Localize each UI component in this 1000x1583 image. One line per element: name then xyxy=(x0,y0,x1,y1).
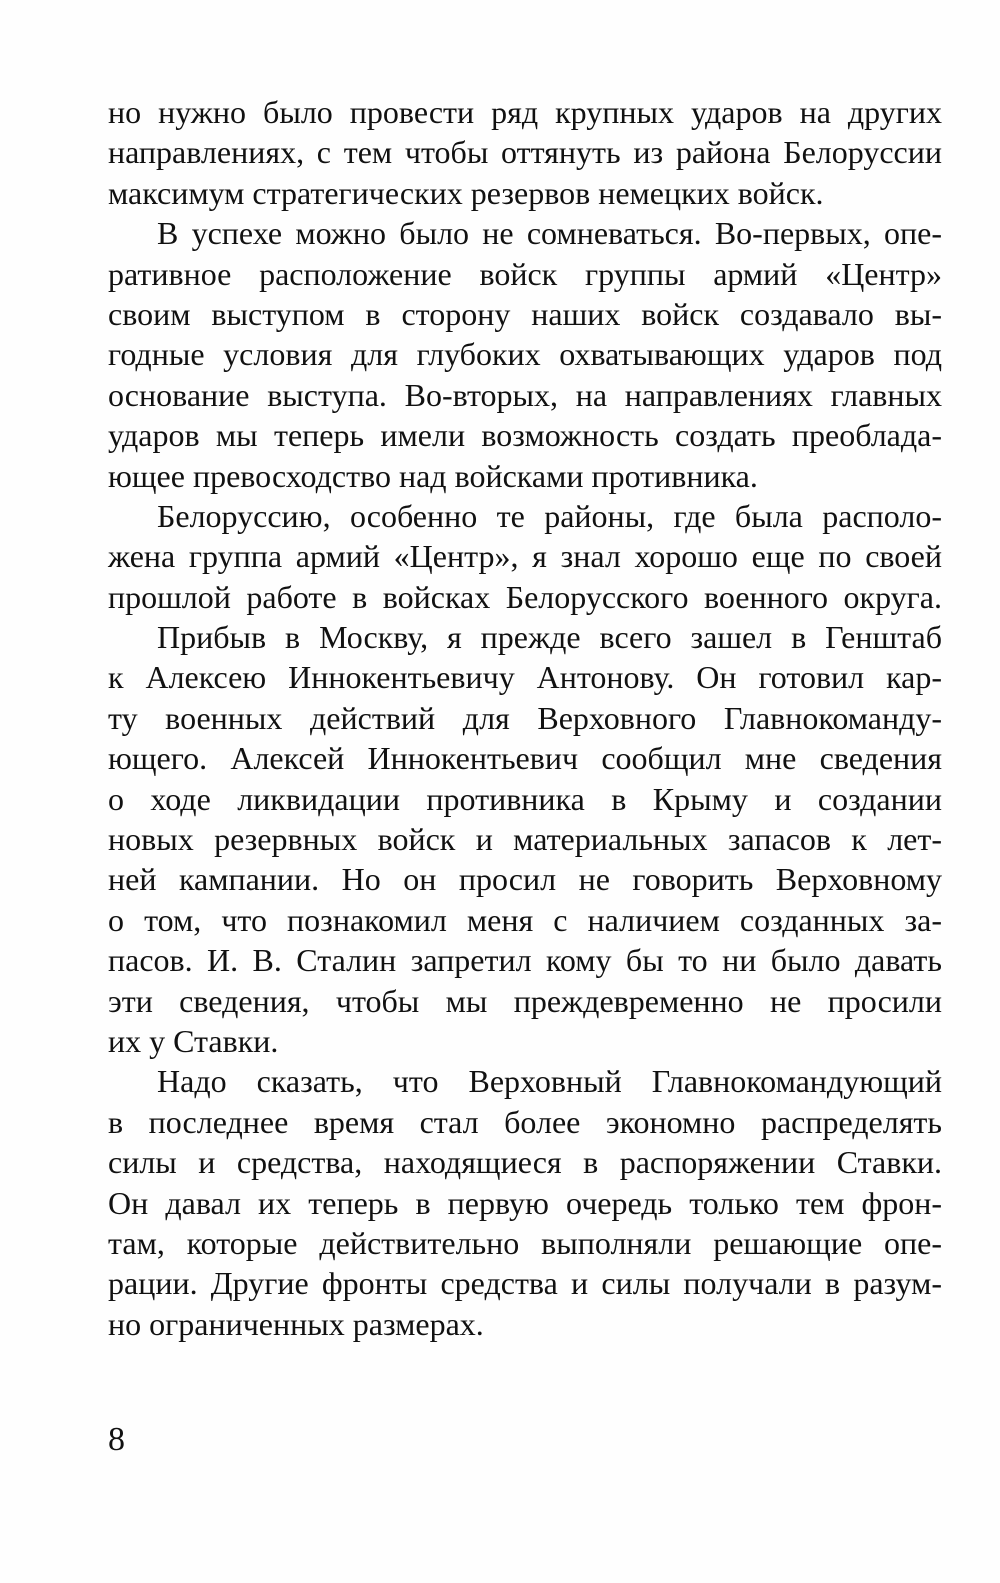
text-line: Надо сказать, что Верховный Главнокомандующий xyxy=(157,1063,942,1100)
paragraph-4 xyxy=(108,617,942,1061)
text-line: Белоруссию, особенно те районы, где была располо- xyxy=(157,497,942,534)
text-line: но ограниченных размерах. xyxy=(108,1305,484,1342)
text-line: ней кампании. Но он просил не говорить Верховному xyxy=(108,861,942,898)
text-line: эти сведения, чтобы мы преждевременно не просили xyxy=(108,982,942,1019)
text-line: Он давал их теперь в первую очередь только тем фрон- xyxy=(108,1184,942,1221)
paragraph-2 xyxy=(108,213,942,496)
text-line: о ходе ликвидации противника в Крыму и создании xyxy=(108,780,942,817)
paragraph-1 xyxy=(108,92,942,213)
text-line: ющего. Алексей Иннокентьевич сообщил мне сведения xyxy=(108,740,942,777)
text-line: ративное расположение войск группы армий «Центр» xyxy=(108,255,942,292)
body-text xyxy=(108,92,942,1344)
text-line: максимум стратегических резервов немецких войск. xyxy=(108,174,824,211)
text-line: в последнее время стал более экономно распределять xyxy=(108,1103,942,1140)
text-line: основание выступа. Во-вторых, на направлениях главных xyxy=(108,376,942,413)
text-line: ударов мы теперь имели возможность создать преоблада- xyxy=(108,417,942,454)
text-line: пасов. И. В. Сталин запретил кому бы то ни было давать xyxy=(108,942,942,979)
text-line: прошлой работе в войсках Белорусского военного округа. xyxy=(108,578,942,615)
text-line: новых резервных войск и материальных запасов к лет- xyxy=(108,821,942,858)
paragraph-3 xyxy=(108,496,942,617)
text-line: годные условия для глубоких охватывающих ударов под xyxy=(108,336,942,373)
text-line: силы и средства, находящиеся в распоряжении Ставки. xyxy=(108,1144,942,1181)
text-line: направлениях, с тем чтобы оттянуть из района Белоруссии xyxy=(108,134,942,171)
text-line: В успехе можно было не сомневаться. Во-первых, опе- xyxy=(157,215,942,252)
text-line: но нужно было провести ряд крупных ударов на других xyxy=(108,94,942,130)
page-number: 8 xyxy=(108,1421,125,1458)
text-line: рации. Другие фронты средства и силы получали в разум- xyxy=(108,1265,942,1302)
text-line: ту военных действий для Верховного Главнокоманду- xyxy=(108,699,942,736)
text-line: к Алексею Иннокентьевичу Антонову. Он готовил кар- xyxy=(108,659,942,696)
paragraph-5 xyxy=(108,1061,942,1344)
text-line: Прибыв в Москву, я прежде всего зашел в Генштаб xyxy=(157,619,942,656)
text-line: своим выступом в сторону наших войск создавало вы- xyxy=(108,295,942,332)
text-line: о том, что познакомил меня с наличием созданных за- xyxy=(108,901,942,938)
text-line: их у Ставки. xyxy=(108,1022,279,1059)
text-line: там, которые действительно выполняли решающие опе- xyxy=(108,1224,942,1261)
text-line: ющее превосходство над войсками противника. xyxy=(108,457,758,494)
text-line: жена группа армий «Центр», я знал хорошо еще по своей xyxy=(108,538,942,575)
